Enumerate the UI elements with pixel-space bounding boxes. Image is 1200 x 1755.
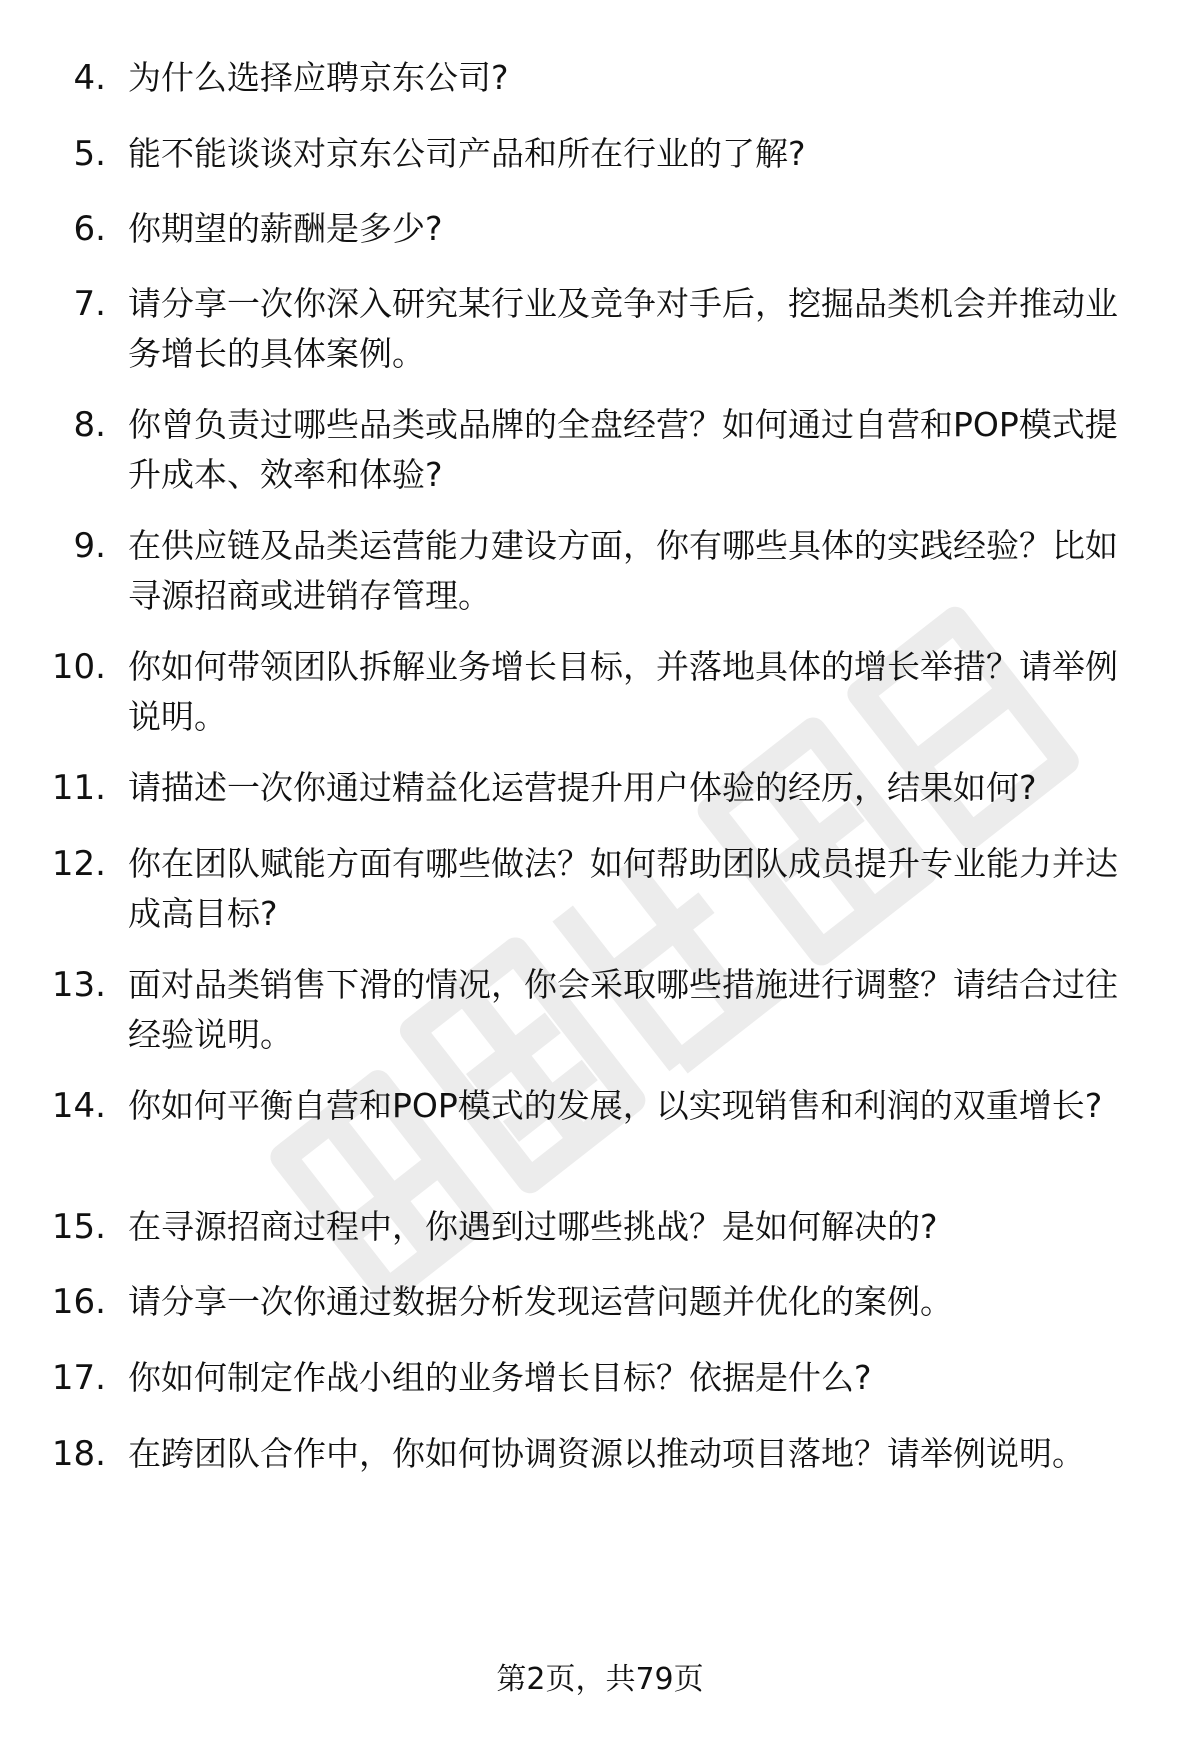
question-number: 15. <box>51 1207 106 1247</box>
question-text: 你期望的薪酬是多少? <box>128 209 443 248</box>
question-text: 请分享一次你深入研究某行业及竞争对手后，挖掘品类机会并推动业务增长的具体案例。 <box>128 284 1118 373</box>
question-number: 9. <box>73 526 106 566</box>
question-number: 14. <box>51 1086 106 1126</box>
question-number: 16. <box>51 1282 106 1322</box>
question-text: 你如何带领团队拆解业务增长目标，并落地具体的增长举措？请举例说明。 <box>128 647 1118 736</box>
page-footer <box>0 1658 1200 1702</box>
question-text: 请描述一次你通过精益化运营提升用户体验的经历，结果如何? <box>128 768 1037 807</box>
question-text: 你如何制定作战小组的业务增长目标？依据是什么? <box>128 1358 872 1397</box>
question-text: 为什么选择应聘京东公司? <box>128 58 509 97</box>
question-text: 在寻源招商过程中，你遇到过哪些挑战？是如何解决的? <box>128 1207 938 1246</box>
question-text: 面对品类销售下滑的情况，你会采取哪些措施进行调整？请结合过往经验说明。 <box>128 965 1118 1054</box>
question-number: 6. <box>73 209 106 249</box>
question-text: 请分享一次你通过数据分析发现运营问题并优化的案例。 <box>128 1282 953 1321</box>
question-text: 你曾负责过哪些品类或品牌的全盘经营？如何通过自营和POP模式提升成本、效率和体验? <box>128 405 1118 494</box>
question-text: 你在团队赋能方面有哪些做法？如何帮助团队成员提升专业能力并达成高目标? <box>128 844 1118 933</box>
question-number: 4. <box>73 58 106 98</box>
question-number: 12. <box>51 844 106 884</box>
question-number: 5. <box>73 134 106 174</box>
question-number: 7. <box>73 284 106 324</box>
question-number: 18. <box>51 1434 106 1474</box>
question-text: 在跨团队合作中，你如何协调资源以推动项目落地？请举例说明。 <box>128 1434 1085 1473</box>
question-number: 8. <box>73 405 106 445</box>
question-number: 11. <box>51 768 106 808</box>
question-text: 能不能谈谈对京东公司产品和所在行业的了解? <box>128 134 806 173</box>
question-text: 在供应链及品类运营能力建设方面，你有哪些具体的实践经验？比如寻源招商或进销存管理。 <box>128 526 1118 615</box>
question-number: 17. <box>51 1358 106 1398</box>
question-number: 10. <box>51 647 106 687</box>
page-number-label: 第2页，共79页 <box>496 1662 704 1697</box>
question-number: 13. <box>51 965 106 1005</box>
question-text: 你如何平衡自营和POP模式的发展，以实现销售和利润的双重增长? <box>128 1086 1103 1125</box>
